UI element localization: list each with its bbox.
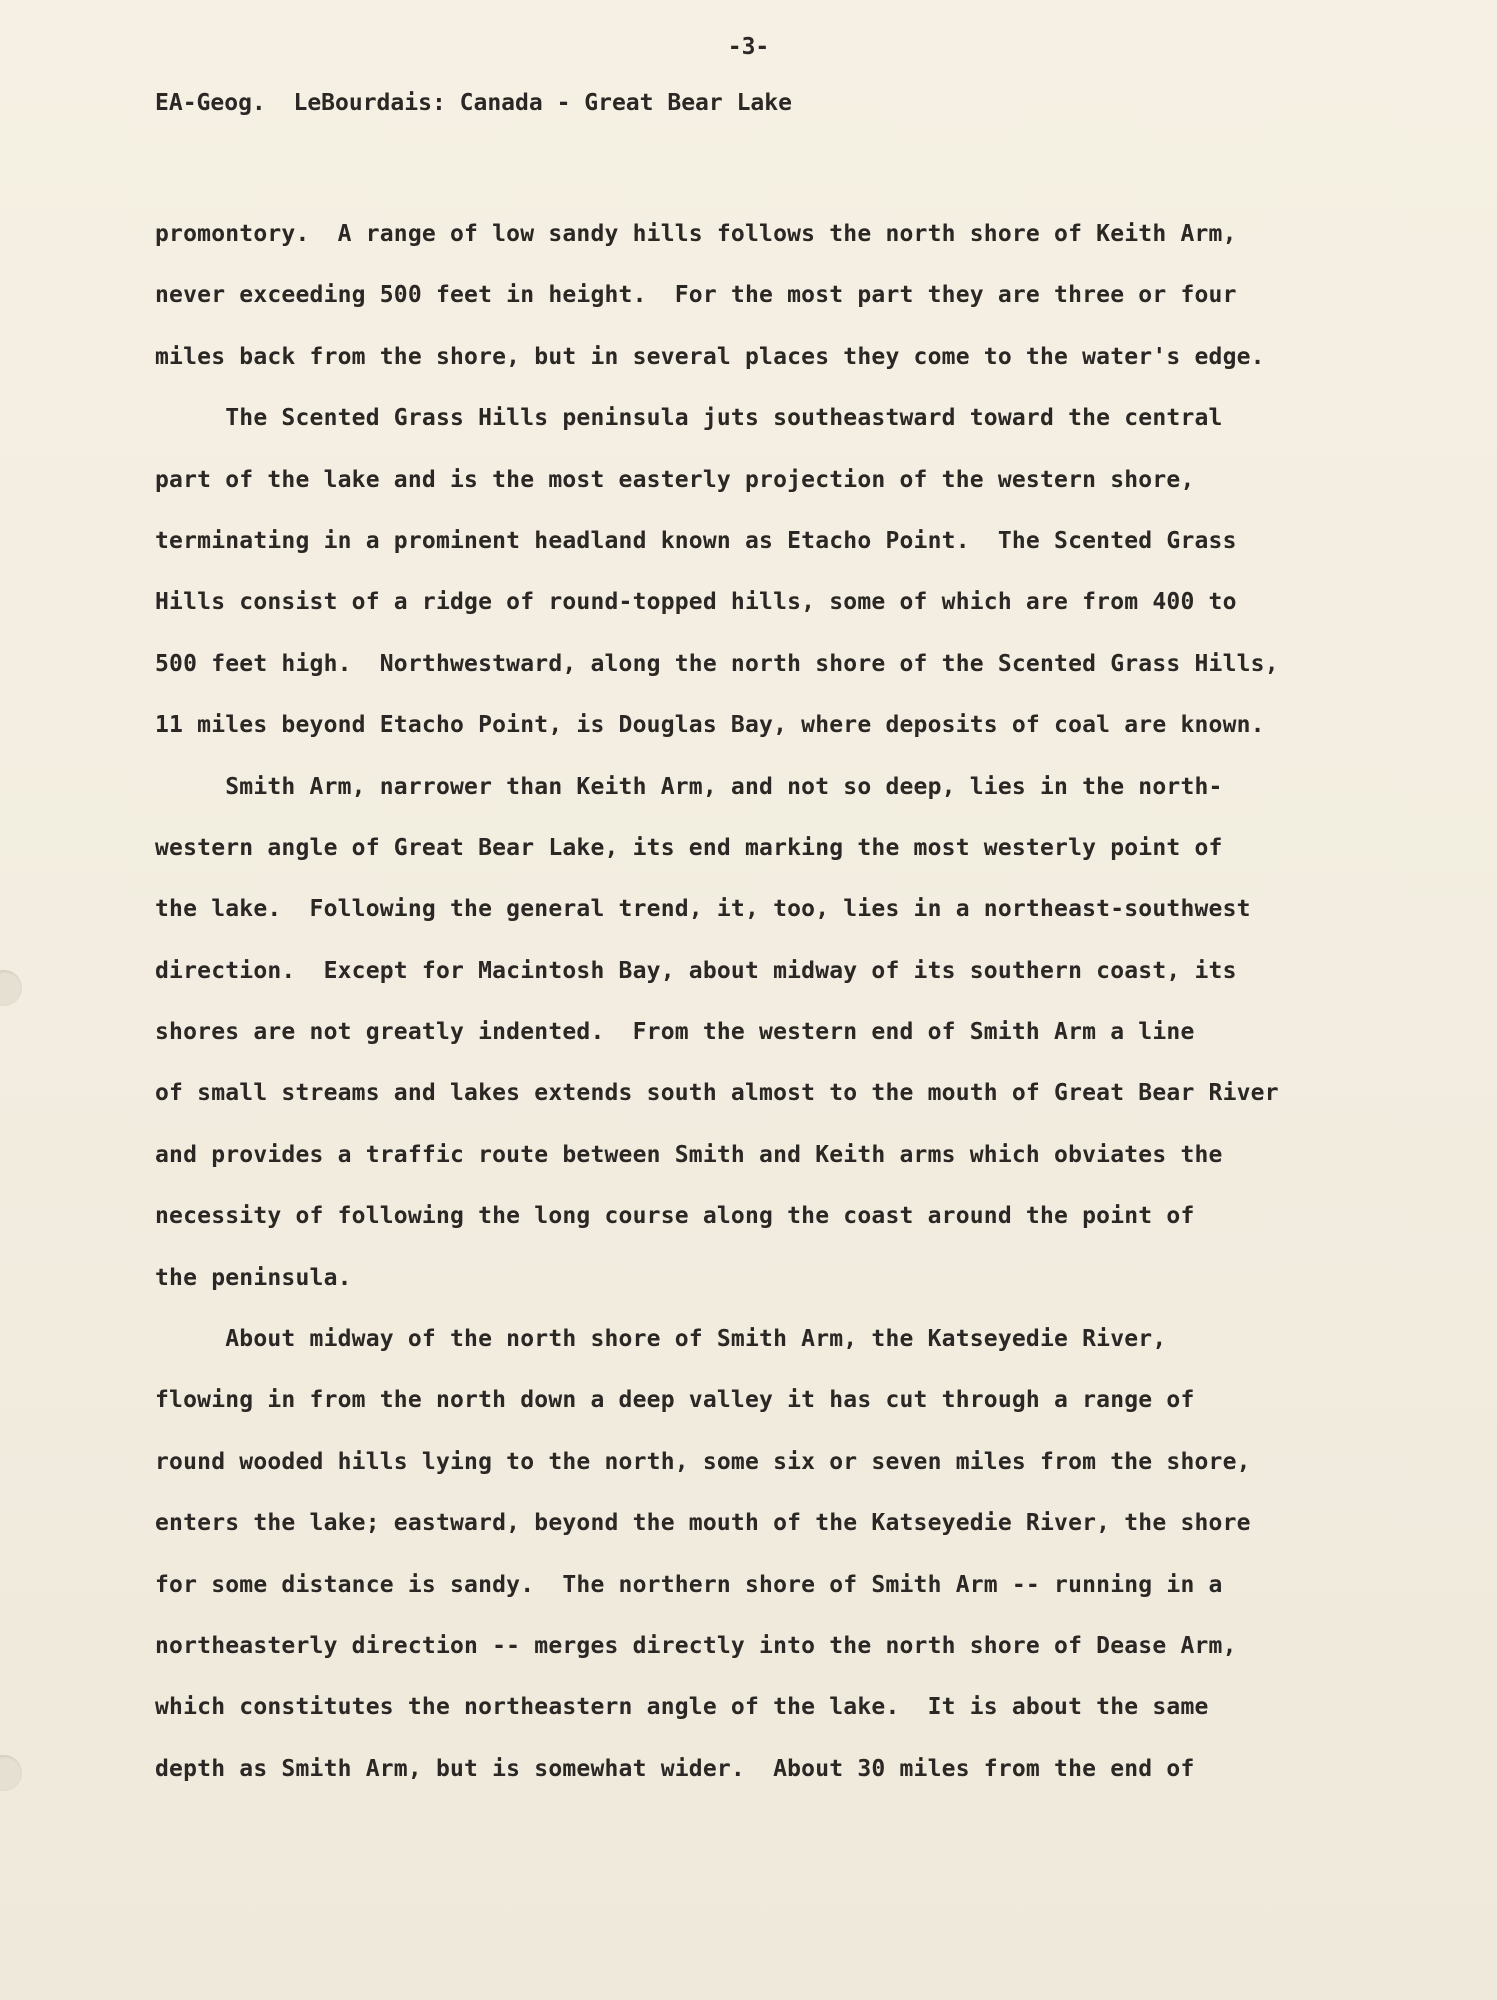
text-line: which constitutes the northeastern angle of the lake. It is about the same: [155, 1694, 1209, 1721]
text-line: depth as Smith Arm, but is somewhat wider. About 30 miles from the end of: [155, 1755, 1195, 1782]
punch-hole: [0, 1755, 22, 1791]
text-line: the peninsula.: [155, 1264, 352, 1291]
text-line: Hills consist of a ridge of round-topped hills, some of which are from 400 to: [155, 589, 1237, 616]
text-line: flowing in from the north down a deep valley it has cut through a range of: [155, 1387, 1195, 1414]
text-line: never exceeding 500 feet in height. For the most part they are three or four: [155, 282, 1237, 309]
text-line: The Scented Grass Hills peninsula juts southeastward toward the central: [155, 405, 1223, 432]
text-line: and provides a traffic route between Smith and Keith arms which obviates the: [155, 1141, 1223, 1168]
text-line: necessity of following the long course along the coast around the point of: [155, 1203, 1195, 1230]
text-line: direction. Except for Macintosh Bay, about midway of its southern coast, its: [155, 957, 1237, 984]
text-line: About midway of the north shore of Smith Arm, the Katseyedie River,: [155, 1326, 1167, 1353]
text-line: western angle of Great Bear Lake, its end marking the most westerly point of: [155, 834, 1223, 861]
text-line: of small streams and lakes extends south almost to the mouth of Great Bear River: [155, 1080, 1279, 1107]
text-line: northeasterly direction -- merges directly into the north shore of Dease Arm,: [155, 1632, 1237, 1659]
text-line: the lake. Following the general trend, it, too, lies in a northeast-southwest: [155, 896, 1251, 923]
text-line: round wooded hills lying to the north, some six or seven miles from the shore,: [155, 1448, 1251, 1475]
text-line: for some distance is sandy. The northern shore of Smith Arm -- running in a: [155, 1571, 1223, 1598]
text-line: shores are not greatly indented. From the western end of Smith Arm a line: [155, 1019, 1195, 1046]
punch-hole: [0, 970, 22, 1006]
text-line: terminating in a prominent headland known as Etacho Point. The Scented Grass: [155, 527, 1237, 554]
page-number: -3-: [727, 34, 770, 60]
text-line: enters the lake; eastward, beyond the mouth of the Katseyedie River, the shore: [155, 1510, 1251, 1537]
text-line: 500 feet high. Northwestward, along the north shore of the Scented Grass Hills,: [155, 650, 1279, 677]
body-text: [155, 204, 1405, 1800]
text-line: promontory. A range of low sandy hills follows the north shore of Keith Arm,: [155, 221, 1237, 247]
text-line: 11 miles beyond Etacho Point, is Douglas Bay, where deposits of coal are known.: [155, 712, 1265, 739]
text-line: part of the lake and is the most easterly projection of the western shore,: [155, 466, 1195, 493]
text-line: Smith Arm, narrower than Keith Arm, and not so deep, lies in the north-: [155, 773, 1223, 800]
text-line: miles back from the shore, but in several places they come to the water's edge.: [155, 343, 1265, 370]
document-header: EA-Geog. LeBourdais: Canada - Great Bear Lake: [155, 90, 792, 116]
